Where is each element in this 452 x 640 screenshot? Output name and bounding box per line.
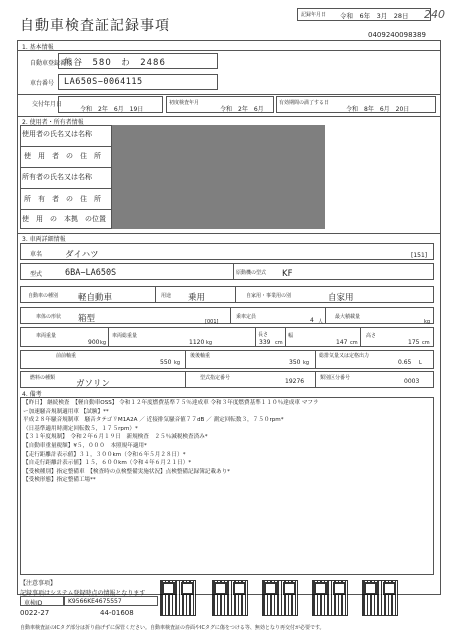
notice-label: 【注意事項】 bbox=[20, 580, 57, 587]
qr-code-2 bbox=[212, 580, 248, 616]
vehicle-id-label: 車検ID bbox=[24, 600, 43, 607]
total-weight-value: 1120 bbox=[189, 339, 205, 346]
body-code: [001] bbox=[205, 319, 219, 325]
height-unit: cm bbox=[422, 340, 430, 346]
length-label: 長さ bbox=[258, 332, 269, 338]
weight-value: 900 bbox=[88, 339, 100, 346]
kind-value: 軽自動車 bbox=[78, 293, 113, 303]
type-no-label: 型式指定番号 bbox=[200, 375, 231, 381]
note-line: 【３１年度規制】 令和２年６月１９日 新規検査 ２５％減税検査済み* bbox=[23, 434, 208, 441]
note-line: ー加速騒音規制適用車 【試験】** bbox=[23, 408, 109, 415]
rear-axle-value: 350 bbox=[289, 359, 301, 366]
note-line: （日基準適用時測定回転数５，１７５rpm）* bbox=[23, 425, 138, 432]
expiry-label: 有効期間の満了する日 bbox=[279, 100, 330, 106]
biz-value: 自家用 bbox=[328, 293, 354, 303]
expiry-value: 令和 8年 6月 20日 bbox=[346, 106, 410, 113]
reg-label: 自動車登録番号 bbox=[30, 60, 73, 67]
disp-value: 0.65 bbox=[398, 359, 412, 366]
biz-label: 自家用・事業用の別 bbox=[246, 293, 292, 299]
section-notes: 4. 備考 bbox=[22, 391, 42, 398]
rear-axle-unit: kg bbox=[303, 360, 310, 366]
weight-label: 車両重量 bbox=[36, 333, 57, 339]
fuel-value: ガソリン bbox=[76, 379, 111, 389]
maker-label: 車名 bbox=[30, 251, 43, 258]
notes-lines bbox=[23, 399, 431, 485]
width-unit: cm bbox=[350, 340, 358, 346]
model-value: 6BA−LA650S bbox=[65, 268, 117, 278]
qr-code-1 bbox=[160, 580, 196, 616]
capacity-value: 4 bbox=[310, 317, 314, 324]
first-reg-label: 初度検査年月 bbox=[169, 100, 200, 106]
class-value: 0003 bbox=[404, 378, 420, 385]
kind-label: 自動車の種別 bbox=[28, 293, 59, 299]
height-label: 高さ bbox=[366, 333, 377, 339]
document-title: 自動車検査証記録事項 bbox=[20, 18, 170, 34]
type-no-value: 19276 bbox=[285, 378, 305, 385]
note-line: 【走行距離計表示値】３１，３００km（令和６年５月２８日）* bbox=[23, 451, 186, 458]
issue-value: 令和 2年 6月 19日 bbox=[80, 106, 144, 113]
doc-number: 0409240098389 bbox=[368, 31, 426, 39]
note-line: 【自動車重量税額】¥５，０００ 本照規年適用* bbox=[23, 442, 147, 449]
reg-value: 熊谷 580 わ 2486 bbox=[64, 58, 166, 68]
notice-line: 記録事項はシステム登録時点の情報となります bbox=[20, 590, 146, 597]
body-value: 箱型 bbox=[78, 314, 96, 324]
body-label: 車体の形状 bbox=[36, 314, 62, 320]
vin-value: LA650S−0064115 bbox=[64, 77, 143, 87]
owner-name-label: 所有者の氏名又は名称 bbox=[22, 173, 92, 181]
model-label: 型式 bbox=[30, 271, 43, 278]
handwritten-note: 240 bbox=[424, 8, 445, 21]
qr-code-5 bbox=[362, 580, 398, 616]
record-date-label: 記録年月日 bbox=[301, 12, 327, 18]
redacted-owner-info bbox=[112, 125, 325, 229]
front-axle-unit: kg bbox=[174, 360, 181, 366]
owner-addr-label: 所 有 者 の 住 所 bbox=[24, 195, 101, 203]
record-date-box bbox=[297, 8, 431, 21]
maker-code: [151] bbox=[411, 252, 428, 259]
max-load-label: 最大積載量 bbox=[335, 314, 361, 320]
qr-code-3 bbox=[262, 580, 298, 616]
user-name-label: 使用者の氏名又は名称 bbox=[22, 130, 92, 138]
use-value: 乗用 bbox=[188, 293, 206, 303]
first-reg-value: 令和 2年 6月 bbox=[220, 106, 264, 113]
max-load-unit: kg bbox=[424, 319, 431, 325]
issue-label: 交付年月日 bbox=[32, 101, 63, 108]
section-vehicle: 3. 車両詳細情報 bbox=[22, 236, 66, 243]
code-left: 0022-27 bbox=[20, 609, 50, 617]
note-line: 【受検種別】指定整備車 【検査時の点検整備実施状況】点検整備記録簿記載あり* bbox=[23, 468, 230, 475]
user-addr-label: 使 用 者 の 住 所 bbox=[24, 152, 101, 160]
length-value: 339 bbox=[259, 339, 271, 346]
bottom-note: 自動車検査証のICタグ部分は折り曲げずに保管ください。自動車検査証の券面やICタグに傷をつける等、無効となり再交付が必要です。 bbox=[20, 625, 325, 631]
note-line: 【受検形態】指定整備工場** bbox=[23, 477, 96, 484]
weight-unit: kg bbox=[100, 340, 107, 346]
record-date-value: 令和 6年 3月 28日 bbox=[340, 12, 409, 20]
vin-label: 車台番号 bbox=[30, 80, 55, 87]
front-axle-value: 550 bbox=[160, 359, 172, 366]
width-value: 147 bbox=[336, 339, 348, 346]
total-weight-unit: kg bbox=[206, 340, 213, 346]
section-owner: 2. 使用者・所有者情報 bbox=[22, 119, 84, 126]
note-line: 【昨日】 継続検査 【軽自動車OSS】 令和１２年度燃費基準７５％達成車 令和３年度燃費基準１１０％達成車 マフラ bbox=[23, 400, 319, 406]
total-weight-label: 車両総重量 bbox=[112, 333, 138, 339]
fuel-label: 燃料の種類 bbox=[30, 375, 56, 381]
vehicle-id-value: K9566KE4675557 bbox=[68, 598, 122, 605]
front-axle-label: 前前軸重 bbox=[56, 353, 77, 359]
engine-label: 原動機の型式 bbox=[236, 270, 267, 276]
capacity-label: 乗車定員 bbox=[236, 314, 257, 320]
code-right: 44-01608 bbox=[100, 609, 134, 617]
maker-value: ダイハツ bbox=[65, 250, 99, 260]
use-label: 用途 bbox=[161, 293, 172, 299]
capacity-unit: 人 bbox=[318, 319, 324, 325]
class-label: 類別区分番号 bbox=[320, 375, 351, 381]
disp-label: 総排気量又は定格出力 bbox=[319, 353, 370, 359]
note-line: 平成２８年騒音規制車 騒音タテゴリM1A2A ／ 近接排気騒音値７７dB ／ 測定回転数３，７５０rpm* bbox=[23, 417, 284, 424]
rear-axle-label: 後後軸重 bbox=[190, 353, 211, 359]
section-basic: 1. 基本情報 bbox=[22, 44, 54, 51]
width-label: 幅 bbox=[288, 333, 294, 339]
length-unit: cm bbox=[275, 340, 283, 346]
disp-unit: L bbox=[419, 360, 422, 366]
qr-code-4 bbox=[312, 580, 348, 616]
note-line: 【自走行距離計表示値】１５，６００km（令和４年６月２１日）* bbox=[23, 460, 192, 467]
engine-value: KF bbox=[282, 269, 293, 279]
base-location-label: 使 用 の 本拠 の位置 bbox=[22, 215, 106, 223]
height-value: 175 bbox=[408, 339, 420, 346]
